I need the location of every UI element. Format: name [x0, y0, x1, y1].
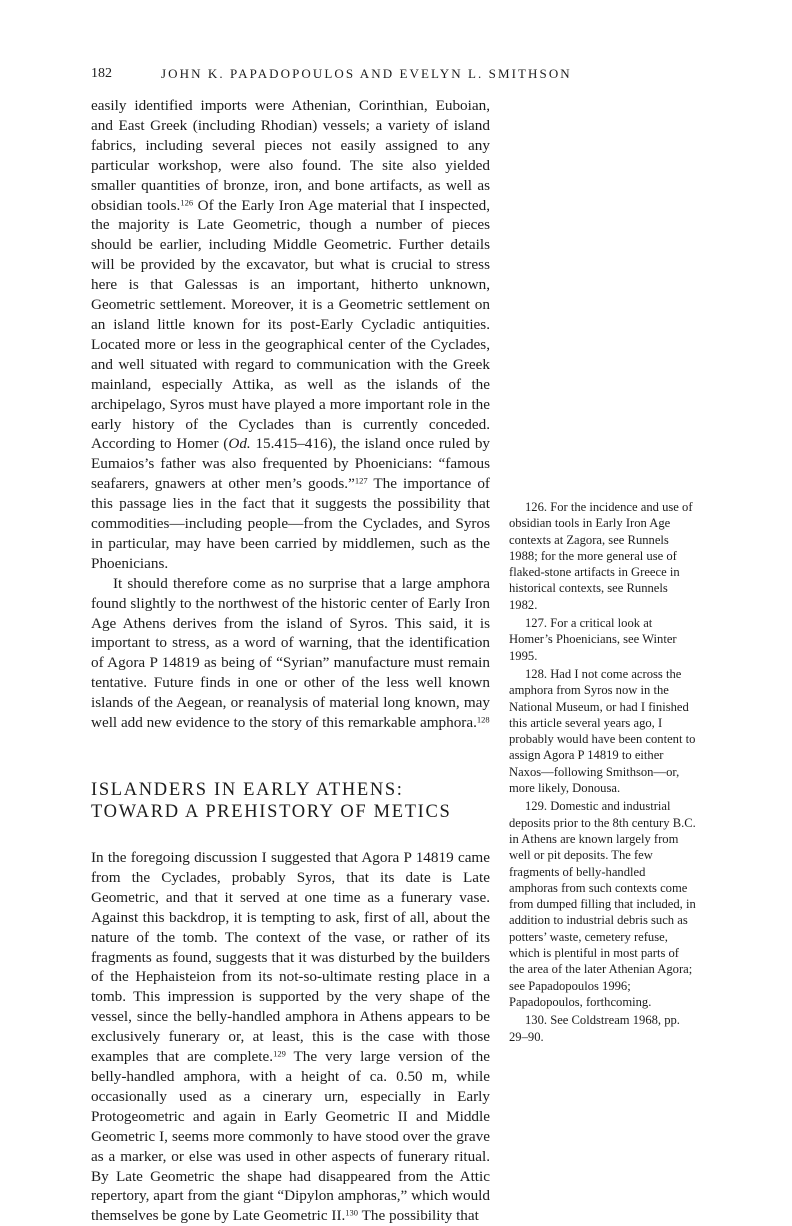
footnote-ref-129[interactable]: 129 [273, 1048, 286, 1059]
footnote-130: 130. See Coldstream 1968, pp. 29–90. [509, 1013, 680, 1044]
paragraph-text: Of the Early Iron Age material that I inspected, the majority is Late Geometric, though a number of pieces should be earlier, including Middle Geometric. Further details will be provided by the excavator, but what is crucial to stress here is that Galessas is an important, hitherto unknown, Geometric settlement. Moreover, it is a Geometric settlement on an island little known for its post-Early Cycladic antiquities. Located more or less in the geographical center of the Cyclades, and well situated with regard to communication with the Greek mainland, especially Attika, as well as the islands of the archipelago, Syros must have played a more important role in the early history of the Cyclades than is currently conceded. According to Homer ( [91, 196, 490, 453]
paragraph-text: The importance of this passage lies in the fact that it suggests the possibility that commodities—including people—from the Cyclades, and Syros in particular, may have been carried by middlemen, such as the Phoenicians. [91, 475, 490, 572]
footnote-126: 126. For the incidence and use of obsidian tools in Early Iron Age contexts at Zagora, see Runnels 1988; for the more general use of flaked-stone artifacts in Greece in historical contexts, see Runnels 1982. [509, 500, 693, 612]
paragraph-syros-amphora [91, 574, 490, 733]
footnote-ref-130[interactable]: 130 [345, 1207, 359, 1218]
paragraph-text: In the foregoing discussion I suggested that Agora P 14819 came from the Cyclades, probably Syros, that its date is Late Geometric, and that it served at one time as a funerary vase. Against this backdrop, it is tempting to ask, first of all, about the nature of the tomb. The context of the vase, or rather of its fragments as found, suggests that it was disturbed by the builders of the Hephaisteion from its not-so-ultimate resting place in a tomb. This impression is supported by the very shape of the vessel, since the belly-handled amphora in Athens appears to be exclusively funerary or, at least, this is the case with those examples that are complete. [91, 849, 490, 1066]
running-head-authors: JOHN K. PAPADOPOULOS AND EVELYN L. SMITHSON [161, 66, 572, 81]
paragraph-text: The very large version of the belly-handled amphora, with a height of ca. 0.50 m, while occasionally used as a cinerary urn, especially in Early Protogeometric and again in Early Geometric II and Middle Geometric I, seems more commonly to have stood over the grave as a marker, or else was used in other aspects of funerary ritual. By Late Geometric the shape had disappeared from the Attic repertory, apart from the giant “Dipylon amphoras,” which would themselves be gone by Late Geometric II. [91, 1048, 490, 1225]
paragraph-text: easily identified imports were Athenian, Corinthian, Euboian, and East Greek (including Rhodian) vessels; a variety of island fabrics, including several pieces not easily assigned to any particular workshop, were also found. The site also yielded smaller quantities of bronze, iron, and bone artifacts, as well as obsidian tools. [91, 97, 490, 214]
footnote-127: 127. For a critical look at Homer’s Phoenicians, see Winter 1995. [509, 616, 677, 663]
paragraph-text: It should therefore come as no surprise that a large amphora found slightly to the northwest of the historic center of Early Iron Age Athens derives from the island of Syros. This said, it is important to stress, as a word of warning, that the identification of Agora P 14819 as being of “Syrian” manufacture must remain tentative. Future finds in one or other of the less well known islands of the Aegean, or reanalysis of material long known, may well add new evidence to the story of this remarkable amphora. [91, 574, 490, 732]
footnote-ref-126[interactable]: 126 [180, 196, 194, 207]
footnote-ref-128[interactable]: 128 [476, 714, 490, 725]
footnotes-column [509, 499, 696, 1047]
paragraph-galessas [91, 96, 490, 574]
main-text-column [91, 96, 490, 1226]
running-header [91, 66, 572, 84]
footnote-129: 129. Domestic and industrial deposits prior to the 8th century B.C. in Athens are known largely from well or pit deposits. The few fragments of belly-handled amphoras from such contexts come from dumped filling that included, in addition to industrial debris such as potters’ waste, cemetery refuse, which is plentiful in most parts of the area of the later Athenian Agora; see Papadopoulos 1996; Papadopoulos, forthcoming. [509, 799, 696, 1009]
footnote-128: 128. Had I not come across the amphora from Syros now in the National Museum, or had I finished this article several years ago, I probably would have been content to assign Agora P 14819 to either Naxos—following Smithson—or, more likely, Donousa. [509, 666, 696, 796]
paragraph-foregoing-discussion [91, 848, 490, 1226]
footnote-ref-127[interactable]: 127 [354, 475, 368, 486]
section-heading: ISLANDERS IN EARLY ATHENS: TOWARD A PREHISTORY OF METICS [91, 780, 452, 822]
paragraph-text: 15.415–416), the island once ruled by Eumaios’s father was also frequented by Phoenicians: “famous seafarers, gnawers at other men’s goods.” [91, 435, 491, 493]
italic-citation: Od. [228, 435, 251, 453]
page-number: 182 [91, 66, 112, 81]
paragraph-text: The possibility that [358, 1207, 479, 1225]
